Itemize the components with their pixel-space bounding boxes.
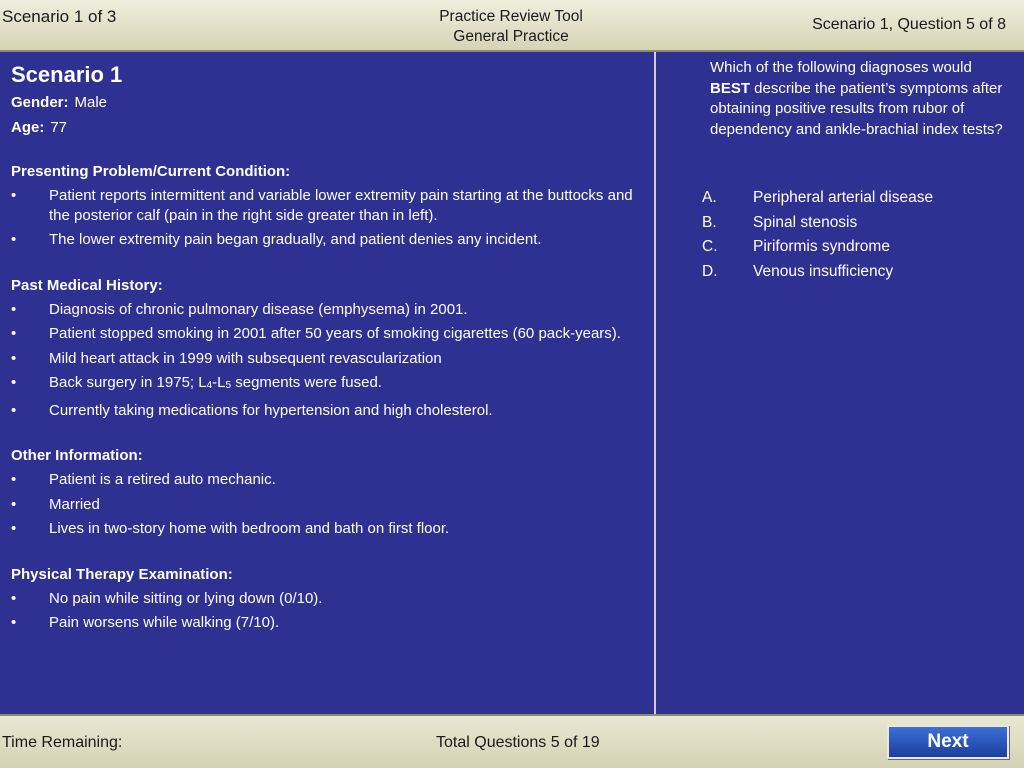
list-item: • The lower extremity pain began gradually, and patient denies any incident. — [11, 231, 542, 248]
list-item: • Patient reports intermittent and variable lower extremity pain starting at the buttocks and the posterior calf (pain in the right side greater than in left). — [11, 187, 633, 224]
bullet: • — [11, 300, 17, 318]
question-progress: Scenario 1, Question 5 of 8 — [812, 16, 1006, 33]
list-item: • Pain worsens while walking (7/10). — [11, 614, 280, 631]
history-section — [11, 277, 644, 421]
answer-text: Peripheral arterial disease — [753, 189, 934, 206]
list-item: • Lives in two-story home with bedroom and bath on first floor. — [11, 520, 450, 537]
time-remaining: Time Remaining: — [2, 734, 123, 751]
bullet: • — [11, 614, 17, 631]
next-button[interactable]: Next — [887, 725, 1009, 759]
answer-option-c[interactable] — [702, 237, 933, 257]
bullet: • — [11, 187, 17, 204]
gender-label: Gender: — [11, 94, 69, 111]
age-label: Age: — [11, 119, 45, 136]
bullet: • — [11, 401, 17, 419]
other-info-section — [11, 447, 644, 539]
header-bar — [0, 0, 1024, 52]
answer-letter: C. — [702, 238, 718, 255]
scenario-progress: Scenario 1 of 3 — [2, 7, 117, 26]
footer-bar — [0, 714, 1024, 768]
bullet: • — [11, 374, 17, 391]
list-item: • Patient is a retired auto mechanic. — [11, 471, 276, 488]
list-item: • Patient stopped smoking in 2001 after 50 years of smoking cigarettes (60 pack-years). — [11, 325, 621, 342]
section-title: Past Medical History: — [11, 276, 163, 294]
list-item: • Back surgery in 1975; $L_4-L_5$ segments were fused. — [11, 374, 382, 391]
tool-title-line2: General Practice — [453, 28, 569, 45]
answer-option-a[interactable] — [702, 188, 933, 208]
answer-letter: D. — [702, 262, 718, 280]
scenario-title: Scenario 1 — [11, 62, 123, 87]
presenting-section — [11, 163, 644, 250]
list-item: • Mild heart attack in 1999 with subsequent revascularization — [11, 349, 442, 367]
answer-option-b[interactable] — [702, 213, 933, 233]
list-item: • Currently taking medications for hypertension and high cholesterol. — [11, 401, 493, 419]
section-title: Physical Therapy Examination: — [11, 565, 233, 583]
presenting-list — [11, 186, 644, 250]
gender-row — [11, 94, 644, 111]
exam-section — [11, 566, 644, 633]
tool-title — [411, 7, 611, 47]
answer-text: Venous insufficiency — [753, 262, 894, 280]
question-panel — [658, 52, 1024, 714]
bullet: • — [11, 471, 17, 488]
section-title: Other Information: — [11, 447, 143, 464]
list-item: • Married — [11, 495, 100, 513]
scenario-panel — [0, 52, 656, 714]
bullet: • — [11, 520, 17, 537]
answer-letter: B. — [702, 213, 717, 231]
bullet: • — [11, 349, 17, 367]
age-row — [11, 119, 644, 136]
answer-text: Piriformis syndrome — [753, 238, 890, 255]
answer-option-d[interactable] — [702, 262, 933, 282]
bullet: • — [11, 495, 17, 513]
answer-list — [702, 188, 933, 286]
answer-letter: A. — [702, 189, 717, 206]
tool-title-line1: Practice Review Tool — [439, 8, 583, 25]
bullet: • — [11, 589, 17, 607]
bullet: • — [11, 325, 17, 342]
question-text: Which of the following diagnoses would BEST describe the patient’s symptoms after obtaining positive results from rubor of dependency and ankle-brachial index tests? — [710, 59, 1003, 138]
other-info-list — [11, 470, 644, 539]
section-title: Presenting Problem/Current Condition: — [11, 163, 291, 180]
question-emphasis: BEST — [710, 79, 751, 97]
list-item: • No pain while sitting or lying down (0/10). — [11, 589, 323, 607]
gender-value: Male — [74, 94, 108, 111]
total-questions: Total Questions 5 of 19 — [436, 734, 600, 751]
age-value: 77 — [50, 119, 68, 136]
history-list — [11, 300, 644, 421]
list-item: • Diagnosis of chronic pulmonary disease (emphysema) in 2001. — [11, 300, 468, 318]
exam-list — [11, 589, 644, 633]
answer-text: Spinal stenosis — [753, 213, 858, 231]
bullet: • — [11, 231, 17, 248]
